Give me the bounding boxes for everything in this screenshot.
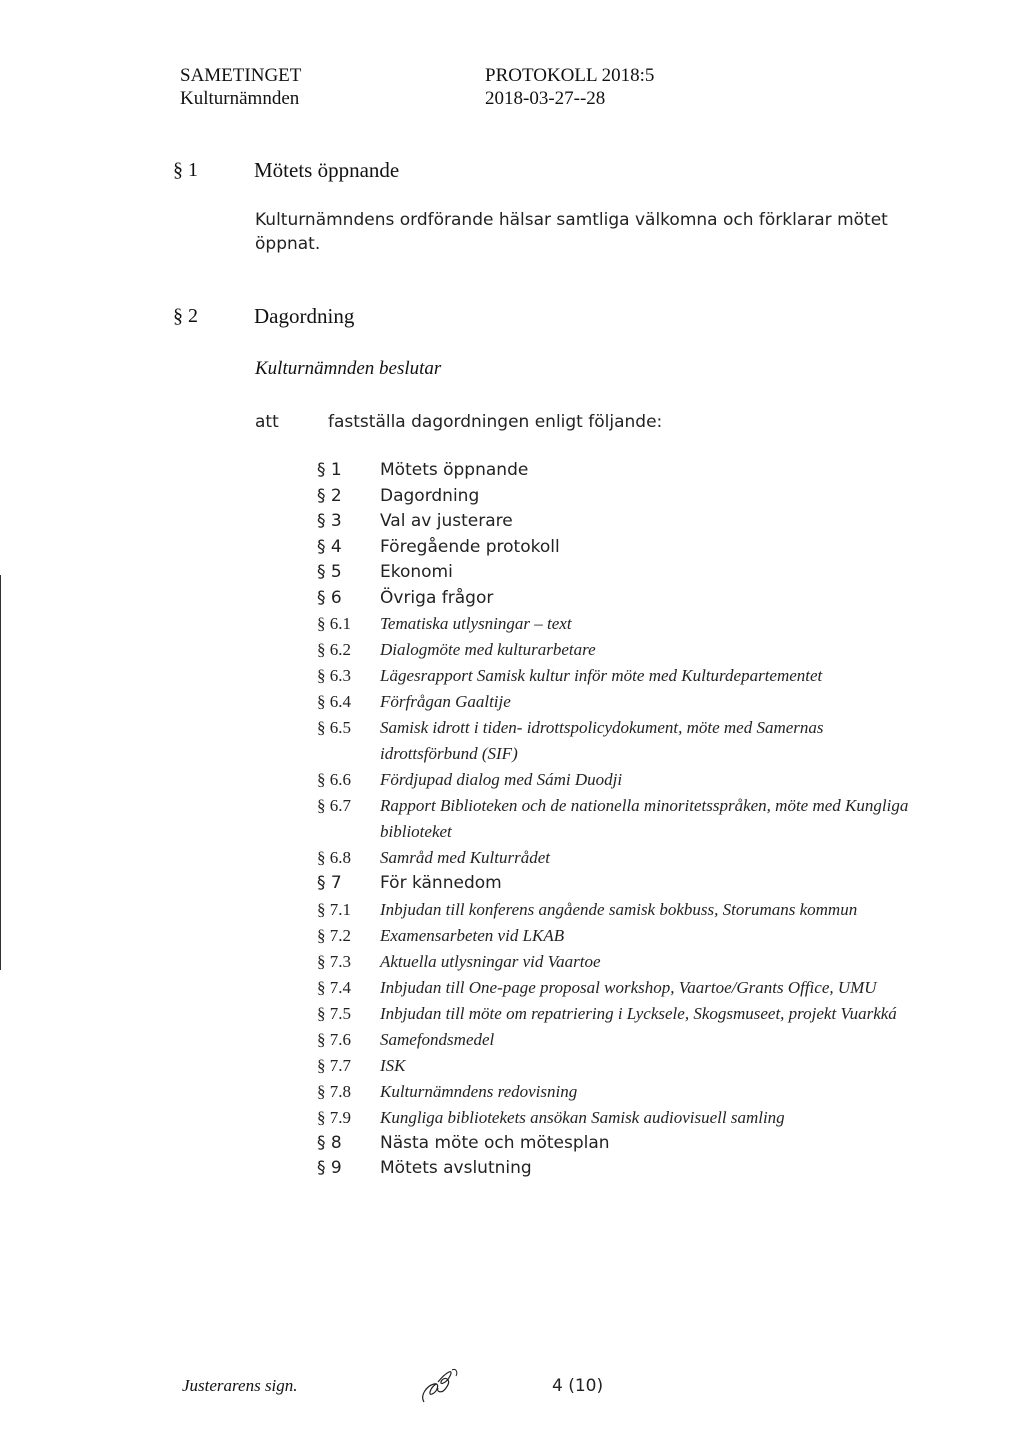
agenda-item-title: Föregående protokoll (380, 536, 560, 557)
agenda-item-title: ISK (380, 1055, 406, 1075)
agenda-item-number: § 6.5 (317, 718, 351, 737)
decision-text: fastställa dagordningen enligt följande: (328, 412, 663, 432)
agenda-item-title: Mötets avslutning (380, 1158, 532, 1178)
section-2-number: § 2 (173, 305, 198, 327)
agenda-item-title: Förfrågan Gaaltije (380, 692, 511, 711)
agenda-item-title: Övriga frågor (380, 587, 494, 608)
agenda-subitem (317, 793, 917, 845)
agenda-item-number: § 7.5 (317, 1003, 351, 1023)
agenda-item-title: Dialogmöte med kulturarbetare (380, 640, 596, 659)
agenda-subitem (317, 975, 917, 1001)
agenda-subitem (317, 689, 917, 715)
agenda-item-number: § 4 (317, 536, 342, 557)
agenda-item-title: Aktuella utlysningar vid Vaartoe (380, 951, 601, 971)
agenda-subitem (317, 767, 917, 793)
section-1-text-line2: öppnat. (255, 234, 321, 254)
agenda-item-title: Inbjudan till One-page proposal workshop, Vaartoe/Grants Office, UMU (380, 977, 877, 997)
agenda-item-title: Mötets öppnande (380, 460, 529, 480)
agenda-item-title: Examensarbeten vid LKAB (380, 925, 565, 945)
agenda-item-title: Ekonomi (380, 562, 453, 582)
agenda-item-number: § 8 (317, 1132, 342, 1153)
agenda-item-number: § 6.1 (317, 614, 351, 633)
agenda-item-number: § 7.1 (317, 899, 351, 919)
agenda-item-number: § 7.9 (317, 1107, 351, 1127)
section-1-text-line1: Kulturnämndens ordförande hälsar samtliga välkomna och förklarar mötet (255, 210, 888, 230)
agenda-subitem (317, 1079, 917, 1105)
section-1-text (255, 208, 935, 256)
agenda-subitem (317, 1001, 917, 1027)
agenda-item (317, 586, 917, 612)
agenda-item-number: § 6.3 (317, 666, 351, 685)
agenda-item-number: § 6.7 (317, 796, 351, 815)
meeting-dates: 2018-03-27--28 (485, 88, 606, 109)
agenda-item-number: § 6.6 (317, 770, 351, 789)
agenda-subitem (317, 923, 917, 949)
agenda-item-number: § 6.2 (317, 640, 351, 659)
agenda-item-number: § 7.7 (317, 1055, 351, 1075)
agenda-item-title: Kulturnämndens redovisning (380, 1081, 578, 1101)
decision-heading: Kulturnämnden beslutar (255, 358, 442, 379)
agenda-list (317, 458, 917, 1182)
page-number: 4 (10) (552, 1376, 604, 1396)
signature-mark (416, 1362, 466, 1406)
agenda-item-title: Dagordning (380, 485, 480, 506)
section-1-number: § 1 (173, 159, 198, 181)
agenda-item-number: § 7 (317, 873, 342, 893)
agenda-item-title: Samisk idrott i tiden- idrottspolicydokument, möte med Samernas idrottsförbund (SIF) (380, 718, 824, 763)
agenda-item-title: Fördjupad dialog med Sámi Duodji (380, 770, 623, 789)
agenda-item-number: § 6 (317, 587, 342, 608)
section-1-title: Mötets öppnande (254, 158, 400, 182)
agenda-item-title: Lägesrapport Samisk kultur inför möte med Kulturdepartementet (380, 666, 823, 685)
agenda-item-title: Rapport Biblioteken och de nationella minoritetsspråken, möte med Kungliga biblioteket (380, 796, 909, 841)
agenda-item-title: Tematiska utlysningar – text (380, 614, 572, 633)
agenda-item-title: Kungliga bibliotekets ansökan Samisk audiovisuell samling (380, 1107, 785, 1127)
protocol-number: PROTOKOLL 2018:5 (485, 65, 655, 86)
agenda-subitem (317, 845, 917, 871)
att-label: att (255, 412, 279, 432)
agenda-item (317, 871, 917, 897)
agenda-item-number: § 7.3 (317, 951, 351, 971)
agenda-item-title: För kännedom (380, 873, 502, 893)
section-2-title: Dagordning (254, 304, 355, 328)
agenda-subitem (317, 611, 917, 637)
agenda-item-title: Nästa möte och mötesplan (380, 1132, 610, 1153)
handwritten-initials-icon (416, 1362, 466, 1406)
agenda-item (317, 560, 917, 586)
agenda-subitem (317, 637, 917, 663)
header-right (485, 64, 654, 110)
agenda-item-title: Samefondsmedel (380, 1029, 495, 1049)
agenda-subitem (317, 897, 917, 923)
agenda-item (317, 509, 917, 535)
scan-margin-line (0, 575, 1, 970)
agenda-item-number: § 7.4 (317, 977, 351, 997)
agenda-item-number: § 6.4 (317, 692, 351, 711)
agenda-subitem (317, 715, 917, 767)
agenda-item-title: Samråd med Kulturrådet (380, 848, 550, 867)
agenda-item-number: § 5 (317, 562, 342, 582)
agenda-item-title: Inbjudan till konferens angående samisk bokbuss, Storumans kommun (380, 899, 858, 919)
org-name: SAMETINGET (180, 65, 302, 86)
agenda-item-number: § 9 (317, 1158, 342, 1178)
agenda-subitem (317, 1027, 917, 1053)
agenda-item-title: Inbjudan till möte om repatriering i Lycksele, Skogsmuseet, projekt Vuarkká (380, 1003, 897, 1023)
agenda-item (317, 1156, 917, 1182)
agenda-item-title: Val av justerare (380, 511, 513, 531)
agenda-item-number: § 7.8 (317, 1081, 351, 1101)
agenda-subitem (317, 1105, 917, 1131)
agenda-item (317, 458, 917, 484)
header-left (180, 64, 301, 110)
agenda-item (317, 535, 917, 561)
agenda-item-number: § 3 (317, 511, 342, 531)
agenda-item-number: § 7.2 (317, 925, 351, 945)
agenda-subitem (317, 949, 917, 975)
agenda-item-number: § 7.6 (317, 1029, 351, 1049)
agenda-item (317, 1131, 917, 1157)
agenda-item-number: § 1 (317, 460, 342, 480)
agenda-item (317, 484, 917, 510)
agenda-item-number: § 2 (317, 485, 342, 506)
committee-name: Kulturnämnden (180, 88, 300, 109)
agenda-item-number: § 6.8 (317, 848, 351, 867)
agenda-subitem (317, 1053, 917, 1079)
signature-label: Justerarens sign. (182, 1376, 298, 1395)
agenda-subitem (317, 663, 917, 689)
